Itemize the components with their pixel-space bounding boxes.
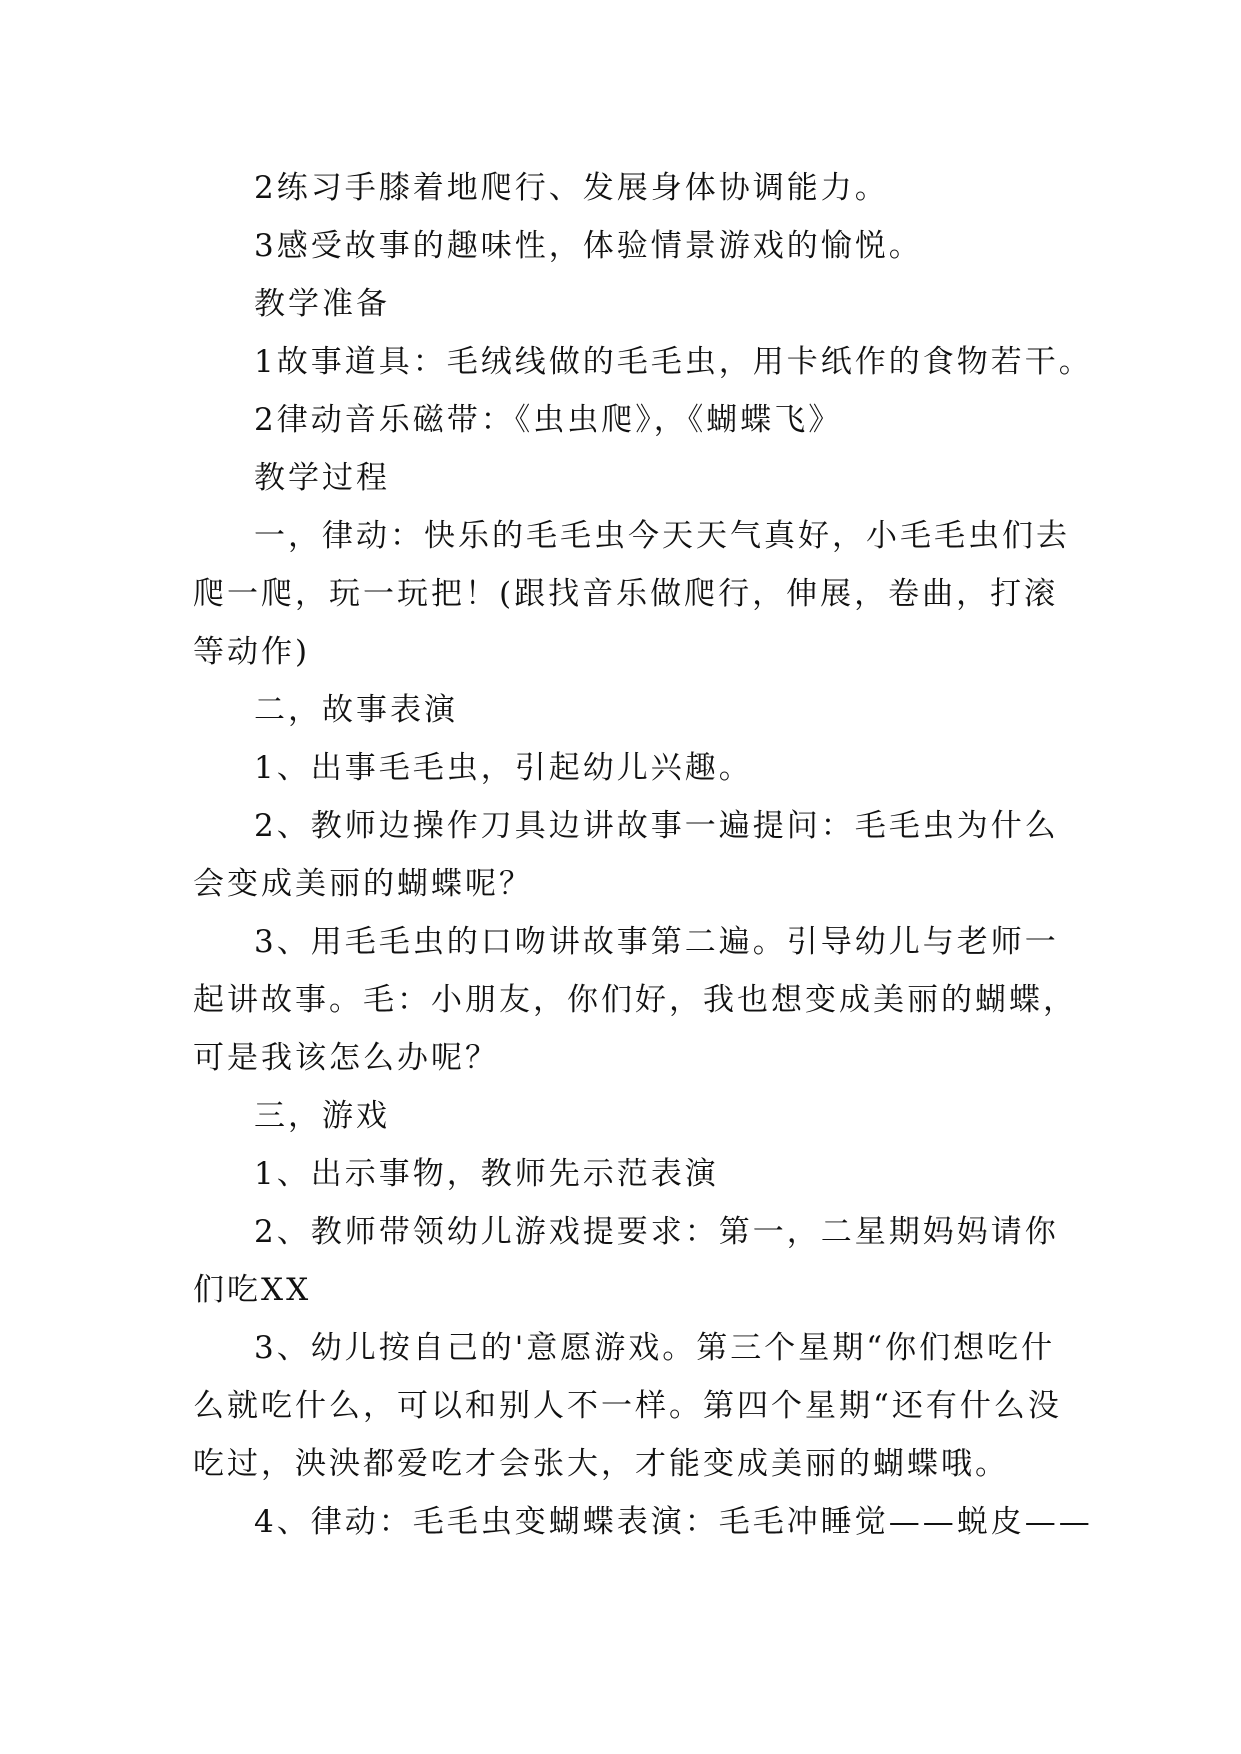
section-heading: 二，故事表演: [254, 692, 458, 728]
paragraph-line: 么就吃什么，可以和别人不一样。第四个星期“还有什么没: [193, 1388, 1062, 1424]
paragraph-line: 1、出事毛毛虫，引起幼儿兴趣。: [254, 750, 753, 786]
paragraph-line: 2、教师边操作刀具边讲故事一遍提问：毛毛虫为什么: [254, 808, 1059, 844]
paragraph-line: 3感受故事的趣味性，体验情景游戏的愉悦。: [254, 228, 923, 264]
section-heading: 教学过程: [254, 460, 390, 496]
paragraph-line: 可是我该怎么办呢？: [193, 1040, 499, 1076]
paragraph-line: 爬一爬，玩一玩把！(跟找音乐做爬行，伸展，卷曲，打滚: [193, 576, 1059, 612]
paragraph-line: 2练习手膝着地爬行、发展身体协调能力。: [254, 170, 889, 206]
paragraph-line: 4、律动：毛毛虫变蝴蝶表演：毛毛冲睡觉——蜕皮——: [254, 1504, 1093, 1540]
paragraph-line: 起讲故事。毛：小朋友，你们好，我也想变成美丽的蝴蝶，: [193, 982, 1077, 1018]
paragraph-line: 3、幼儿按自己的'意愿游戏。第三个星期“你们想吃什: [254, 1330, 1056, 1366]
paragraph-line: 等动作): [193, 634, 311, 670]
paragraph-line: 1、出示事物，教师先示范表演: [254, 1156, 719, 1192]
paragraph-line: 们吃XX: [193, 1272, 312, 1308]
paragraph-line: 1故事道具：毛绒线做的毛毛虫，用卡纸作的食物若干。: [254, 344, 1093, 380]
paragraph-line: 吃过，泱泱都爱吃才会张大，才能变成美丽的蝴蝶哦。: [193, 1446, 1009, 1482]
paragraph-line: 3、用毛毛虫的口吻讲故事第二遍。引导幼儿与老师一: [254, 924, 1059, 960]
section-heading: 三，游戏: [254, 1098, 390, 1134]
paragraph-line: 2、教师带领幼儿游戏提要求：第一，二星期妈妈请你: [254, 1214, 1059, 1250]
paragraph-line: 2律动音乐磁带：《虫虫爬》，《蝴蝶飞》: [254, 402, 843, 438]
section-heading: 教学准备: [254, 286, 390, 322]
paragraph-line: 一，律动：快乐的毛毛虫今天天气真好，小毛毛虫们去: [254, 518, 1070, 554]
paragraph-line: 会变成美丽的蝴蝶呢？: [193, 866, 533, 902]
